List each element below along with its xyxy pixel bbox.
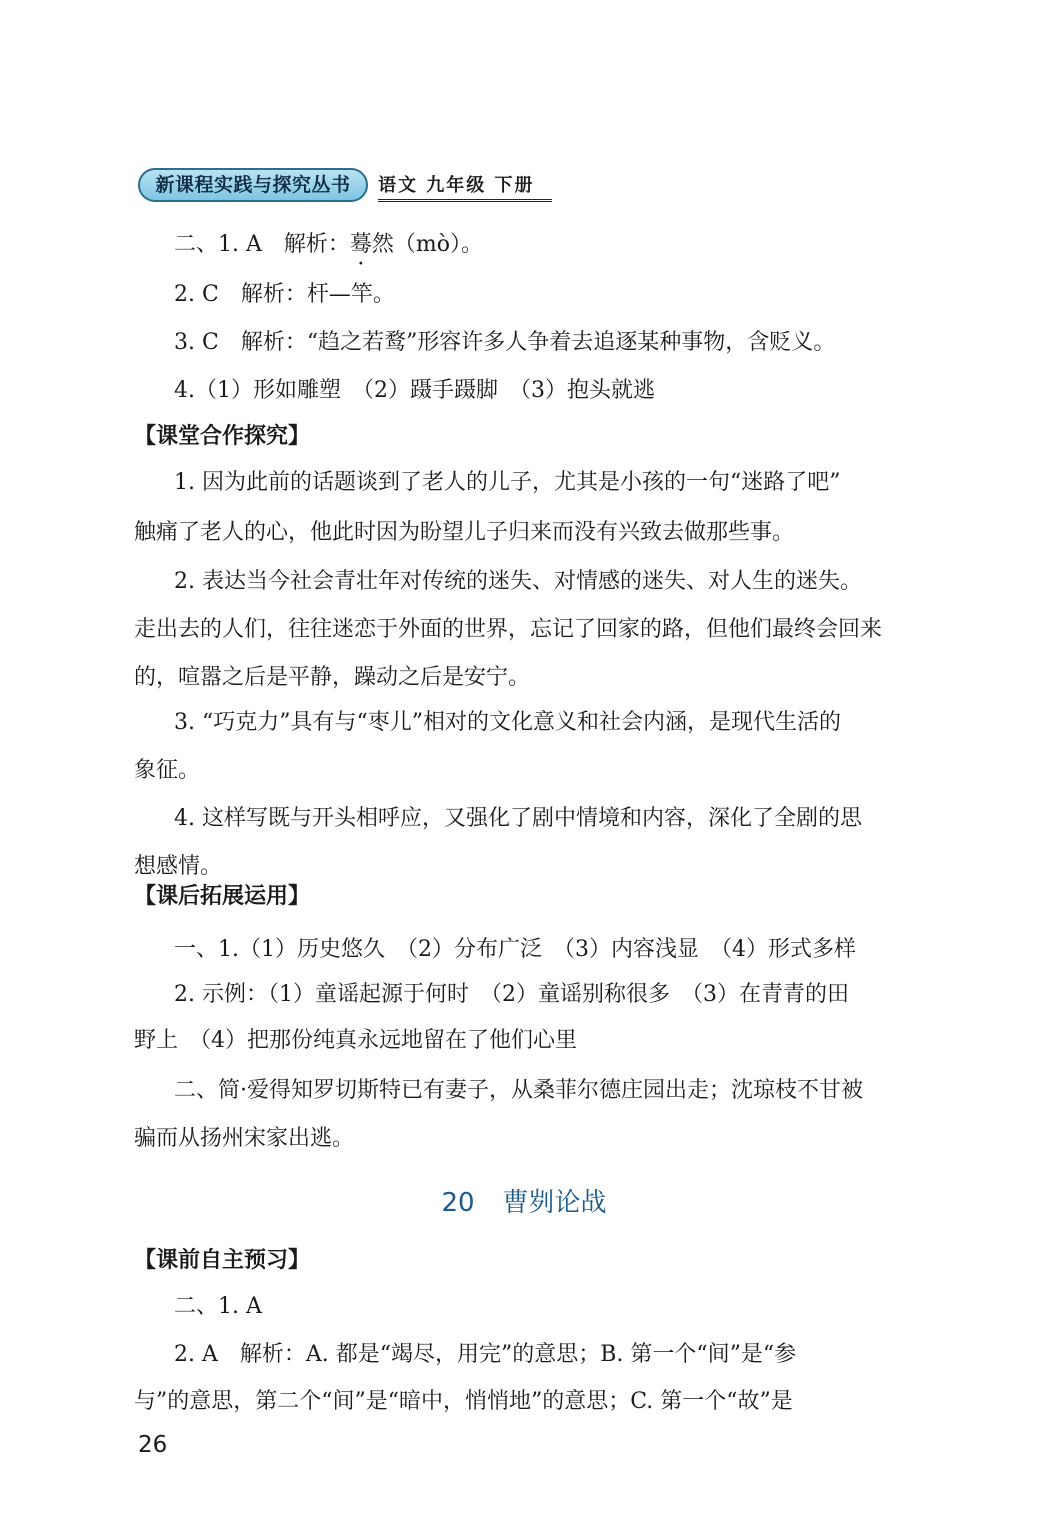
answer-line: 3. “巧克力”具有与“枣儿”相对的文化意义和社会内涵，是现代生活的	[174, 710, 841, 735]
section-heading: 【课前自主预习】	[134, 1247, 311, 1273]
lesson-title	[0, 1182, 1048, 1219]
page-number: 26	[138, 1432, 168, 1458]
answer-line: 2. A 解析：A. 都是“竭尽，用完”的意思；B. 第一个“间”是“参	[174, 1342, 797, 1367]
answer-line: 一、1.（1）历史悠久 （2）分布广泛 （3）内容浅显 （4）形式多样	[174, 937, 856, 962]
answer-line: 4. 这样写既与开头相呼应，又强化了剧中情境和内容，深化了全剧的思	[174, 806, 862, 831]
answer-line: 二、简·爱得知罗切斯特已有妻子，从桑菲尔德庄园出走；沈琼枝不甘被	[174, 1078, 863, 1103]
answer-line: 二、1. A 解析：蓦然（mò）。	[174, 232, 483, 257]
answer-line: 的，喧嚣之后是平静，躁动之后是安宁。	[134, 665, 531, 690]
answer-line: 2. C 解析：杆—竿。	[174, 282, 395, 307]
answer-line: 象征。	[134, 758, 201, 783]
answer-line: 4.（1）形如雕塑 （2）蹑手蹑脚 （3）抱头就逃	[174, 378, 655, 403]
answer-line: 与”的意思，第二个“间”是“暗中，悄悄地”的意思；C. 第一个“故”是	[134, 1389, 793, 1414]
answer-line: 2. 表达当今社会青壮年对传统的迷失、对情感的迷失、对人生的迷失。	[174, 569, 862, 594]
answer-line: 1. 因为此前的话题谈到了老人的儿子，尤其是小孩的一句“迷路了吧”	[174, 470, 841, 495]
lesson-name: 曹刿论战	[502, 1188, 607, 1218]
answer-line: 骗而从扬州宋家出逃。	[134, 1126, 355, 1151]
section-heading: 【课堂合作探究】	[134, 423, 311, 449]
answer-line: 3. C 解析：“趋之若鹜”形容许多人争着去追逐某种事物，含贬义。	[174, 330, 836, 355]
answer-line: 触痛了老人的心，他此时因为盼望儿子归来而没有兴致去做那些事。	[134, 520, 795, 545]
emphasis-char: 蓦	[349, 232, 372, 257]
answer-line: 走出去的人们，往往迷恋于外面的世界，忘记了回家的路，但他们最终会回来	[134, 617, 883, 642]
section-heading: 【课后拓展运用】	[134, 883, 311, 909]
series-badge: 新课程实践与探究丛书	[138, 168, 368, 202]
book-info: 语文 九年级 下册	[378, 171, 552, 202]
answer-line: 想感情。	[134, 854, 223, 879]
answer-line: 2. 示例：（1）童谣起源于何时 （2）童谣别称很多 （3）在青青的田	[174, 982, 849, 1007]
answer-line: 野上 （4）把那份纯真永远地留在了他们心里	[134, 1028, 577, 1053]
answer-line: 二、1. A	[174, 1294, 262, 1319]
lesson-number: 20	[441, 1188, 475, 1218]
